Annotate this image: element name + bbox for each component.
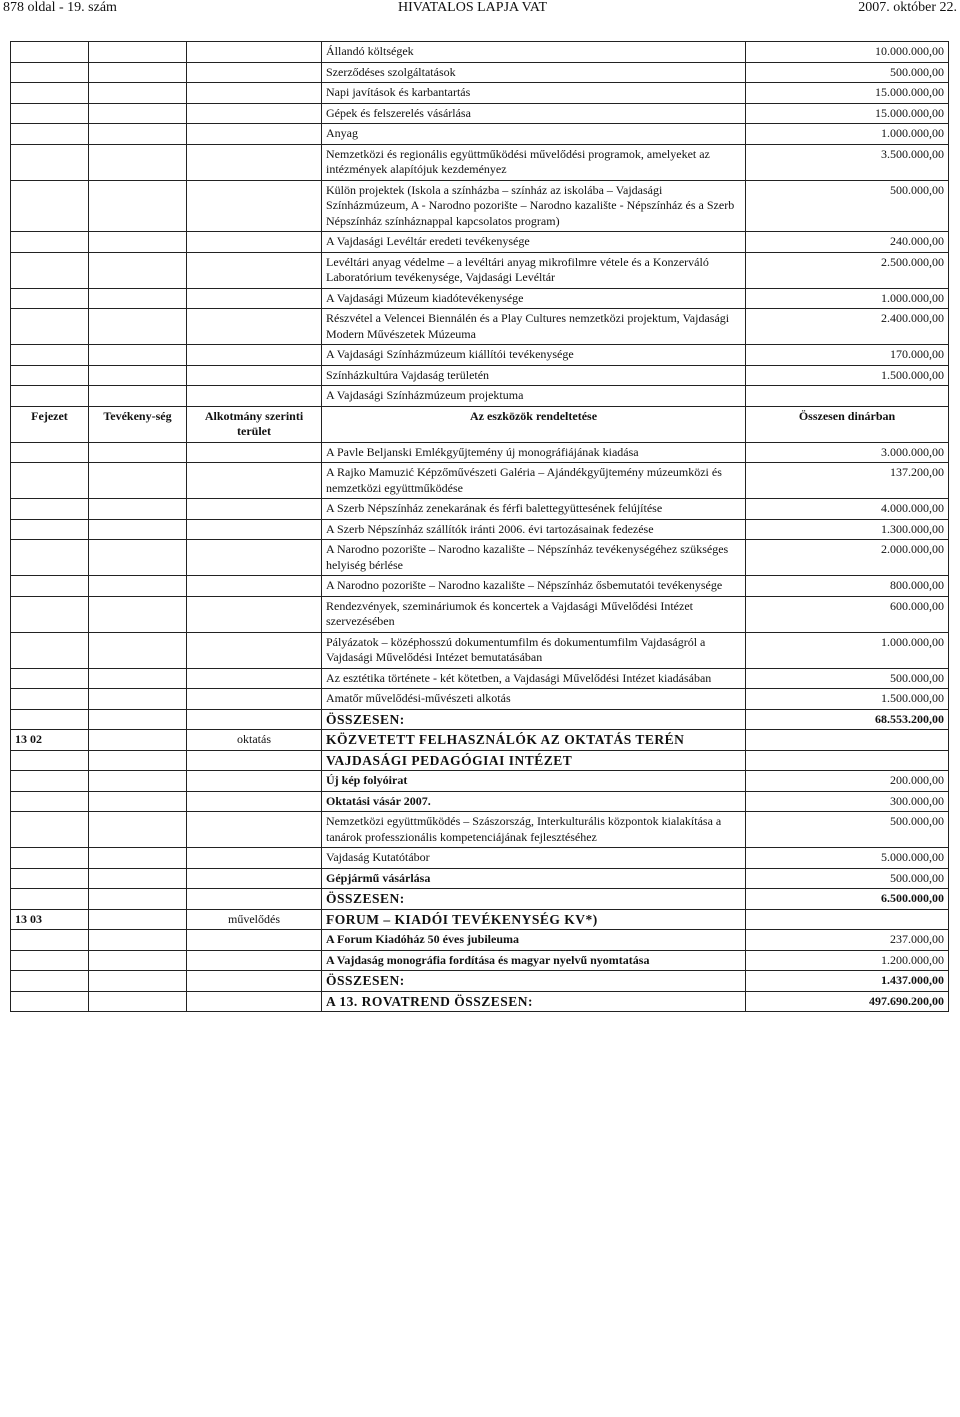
item-description: A Vajdasági Színházmúzeum kiállítói tevékenysége	[322, 345, 746, 366]
grand-total-amount: 497.690.200,00	[746, 991, 949, 1012]
item-amount: 237.000,00	[746, 930, 949, 951]
table-row	[11, 689, 949, 710]
item-amount: 200.000,00	[746, 771, 949, 792]
table-row	[11, 144, 949, 180]
table-row	[11, 930, 949, 951]
total-label: ÖSSZESEN:	[322, 971, 746, 992]
item-amount: 500.000,00	[746, 668, 949, 689]
total-row	[11, 709, 949, 730]
table-row	[11, 848, 949, 869]
item-description: A Vajdasági Múzeum kiadótevékenysége	[322, 288, 746, 309]
item-amount: 3.500.000,00	[746, 144, 949, 180]
table-row	[11, 812, 949, 848]
item-amount: 500.000,00	[746, 180, 949, 232]
grand-total-row	[11, 991, 949, 1012]
item-amount: 500.000,00	[746, 62, 949, 83]
item-description: A Vajdasági Színházmúzeum projektuma	[322, 386, 746, 407]
chapter-title: KÖZVETETT FELHASZNÁLÓK AZ OKTATÁS TERÉN	[322, 730, 746, 751]
chapter-row	[11, 909, 949, 930]
item-description: Külön projektek (Iskola a színházba – színház az iskolába – Vajdasági Színházmúzeum, A - Narodno pozorište – Narodno kazalište - Népszínház és a Szerb Népszínház színháznappal kapcsolatos program)	[322, 180, 746, 232]
issue-date: 2007. október 22.	[858, 0, 957, 15]
subtitle-row	[11, 750, 949, 771]
table-row	[11, 288, 949, 309]
item-description: A Rajko Mamuzić Képzőművészeti Galéria – Ajándékgyűjtemény múzeumközi és nemzetközi együttműködése	[322, 463, 746, 499]
item-amount: 240.000,00	[746, 232, 949, 253]
total-amount: 6.500.000,00	[746, 889, 949, 910]
item-amount: 1.000.000,00	[746, 288, 949, 309]
table-row	[11, 345, 949, 366]
item-description: Új kép folyóirat	[322, 771, 746, 792]
item-description: Gépjármű vásárlása	[322, 868, 746, 889]
item-description: Az esztétika története - két kötetben, a Vajdasági Művelődési Intézet kiadásában	[322, 668, 746, 689]
total-row	[11, 971, 949, 992]
table-row	[11, 365, 949, 386]
table-row	[11, 519, 949, 540]
item-description: Szerződéses szolgáltatások	[322, 62, 746, 83]
item-amount: 15.000.000,00	[746, 83, 949, 104]
item-description: Levéltári anyag védelme – a levéltári anyag mikrofilmre vétele és a Konzerváló Laboratórium tevékenysége, Vajdasági Levéltár	[322, 252, 746, 288]
item-amount: 1.200.000,00	[746, 950, 949, 971]
table-row	[11, 463, 949, 499]
table-row	[11, 103, 949, 124]
item-description: Nemzetközi együttműködés – Szászország, Interkulturális központok kialakítása a tanárok professzionális kompetenciájának fejlesztéséhez	[322, 812, 746, 848]
item-amount: 600.000,00	[746, 596, 949, 632]
item-description: A Narodno pozorište – Narodno kazalište – Népszínház tevékenységéhez szükséges helyiség bérlése	[322, 540, 746, 576]
table-row	[11, 868, 949, 889]
table-row	[11, 950, 949, 971]
item-amount: 1.500.000,00	[746, 689, 949, 710]
item-description: A Szerb Népszínház szállítók iránti 2006. évi tartozásainak fedezése	[322, 519, 746, 540]
table-row	[11, 309, 949, 345]
column-header: Fejezet	[11, 406, 89, 442]
item-description: A Vajdasági Levéltár eredeti tevékenysége	[322, 232, 746, 253]
column-header: Összesen dinárban	[746, 406, 949, 442]
item-description: Pályázatok – középhosszú dokumentumfilm és dokumentumfilm Vajdaságról a Vajdasági Művelődési Intézet bemutatásában	[322, 632, 746, 668]
item-amount: 15.000.000,00	[746, 103, 949, 124]
item-amount: 500.000,00	[746, 868, 949, 889]
table-row	[11, 42, 949, 63]
item-description: A Vajdaság monográfia fordítása és magyar nyelvű nyomtatása	[322, 950, 746, 971]
institution-title: VAJDASÁGI PEDAGÓGIAI INTÉZET	[322, 750, 746, 771]
total-row	[11, 889, 949, 910]
item-description: Amatőr művelődési-művészeti alkotás	[322, 689, 746, 710]
table-row	[11, 499, 949, 520]
item-amount: 137.200,00	[746, 463, 949, 499]
chapter-code: 13 02	[11, 730, 89, 751]
table-row	[11, 576, 949, 597]
total-amount: 1.437.000,00	[746, 971, 949, 992]
item-amount: 10.000.000,00	[746, 42, 949, 63]
item-description: Állandó költségek	[322, 42, 746, 63]
column-header: Tevékeny-ség	[89, 406, 187, 442]
item-description: Gépek és felszerelés vásárlása	[322, 103, 746, 124]
item-description: Vajdaság Kutatótábor	[322, 848, 746, 869]
item-description: A Szerb Népszínház zenekarának és férfi balettegyüttesének felújítése	[322, 499, 746, 520]
journal-title: HIVATALOS LAPJA VAT	[398, 0, 548, 15]
table-row	[11, 632, 949, 668]
item-description: Anyag	[322, 124, 746, 145]
table-row	[11, 386, 949, 407]
item-amount: 1.000.000,00	[746, 632, 949, 668]
item-amount: 1.500.000,00	[746, 365, 949, 386]
item-description: Napi javítások és karbantartás	[322, 83, 746, 104]
item-description: Rendezvények, szemináriumok és koncertek a Vajdasági Művelődési Intézet szervezésében	[322, 596, 746, 632]
chapter-area: oktatás	[187, 730, 322, 751]
total-amount: 68.553.200,00	[746, 709, 949, 730]
column-header: Az eszközök rendeltetése	[322, 406, 746, 442]
item-amount: 300.000,00	[746, 791, 949, 812]
item-amount: 4.000.000,00	[746, 499, 949, 520]
table-row	[11, 596, 949, 632]
item-amount: 5.000.000,00	[746, 848, 949, 869]
chapter-code: 13 03	[11, 909, 89, 930]
page-number: 878 oldal - 19. szám	[3, 0, 117, 15]
item-amount: 3.000.000,00	[746, 442, 949, 463]
table-row	[11, 124, 949, 145]
item-description: Színházkultúra Vajdaság területén	[322, 365, 746, 386]
item-amount: 1.000.000,00	[746, 124, 949, 145]
budget-table	[10, 41, 949, 1012]
total-label: ÖSSZESEN:	[322, 709, 746, 730]
item-description: A Narodno pozorište – Narodno kazalište – Népszínház ősbemutatói tevékenysége	[322, 576, 746, 597]
item-description: A Pavle Beljanski Emlékgyűjtemény új monográfiájának kiadása	[322, 442, 746, 463]
column-header: Alkotmány szerinti terület	[187, 406, 322, 442]
table-row	[11, 668, 949, 689]
chapter-row	[11, 730, 949, 751]
item-description: Oktatási vásár 2007.	[322, 791, 746, 812]
item-amount: 170.000,00	[746, 345, 949, 366]
item-amount	[746, 386, 949, 407]
table-header-row	[11, 406, 949, 442]
total-label: ÖSSZESEN:	[322, 889, 746, 910]
item-amount: 1.300.000,00	[746, 519, 949, 540]
table-row	[11, 540, 949, 576]
item-amount: 500.000,00	[746, 812, 949, 848]
table-row	[11, 771, 949, 792]
chapter-title: FORUM – KIADÓI TEVÉKENYSÉG KV*)	[322, 909, 746, 930]
table-row	[11, 232, 949, 253]
table-row	[11, 252, 949, 288]
item-amount: 800.000,00	[746, 576, 949, 597]
item-amount: 2.500.000,00	[746, 252, 949, 288]
item-amount: 2.400.000,00	[746, 309, 949, 345]
table-row	[11, 83, 949, 104]
table-row	[11, 62, 949, 83]
item-description: A Forum Kiadóház 50 éves jubileuma	[322, 930, 746, 951]
item-amount: 2.000.000,00	[746, 540, 949, 576]
table-row	[11, 791, 949, 812]
grand-total-label: A 13. ROVATREND ÖSSZESEN:	[322, 991, 746, 1012]
table-row	[11, 442, 949, 463]
page-header	[0, 0, 960, 18]
item-description: Részvétel a Velencei Biennálén és a Play Cultures nemzetközi projektum, Vajdasági Modern Művészetek Múzeuma	[322, 309, 746, 345]
chapter-area: művelődés	[187, 909, 322, 930]
item-description: Nemzetközi és regionális együttműködési művelődési programok, amelyeket az intézmények alapítójuk kezdeményez	[322, 144, 746, 180]
table-row	[11, 180, 949, 232]
